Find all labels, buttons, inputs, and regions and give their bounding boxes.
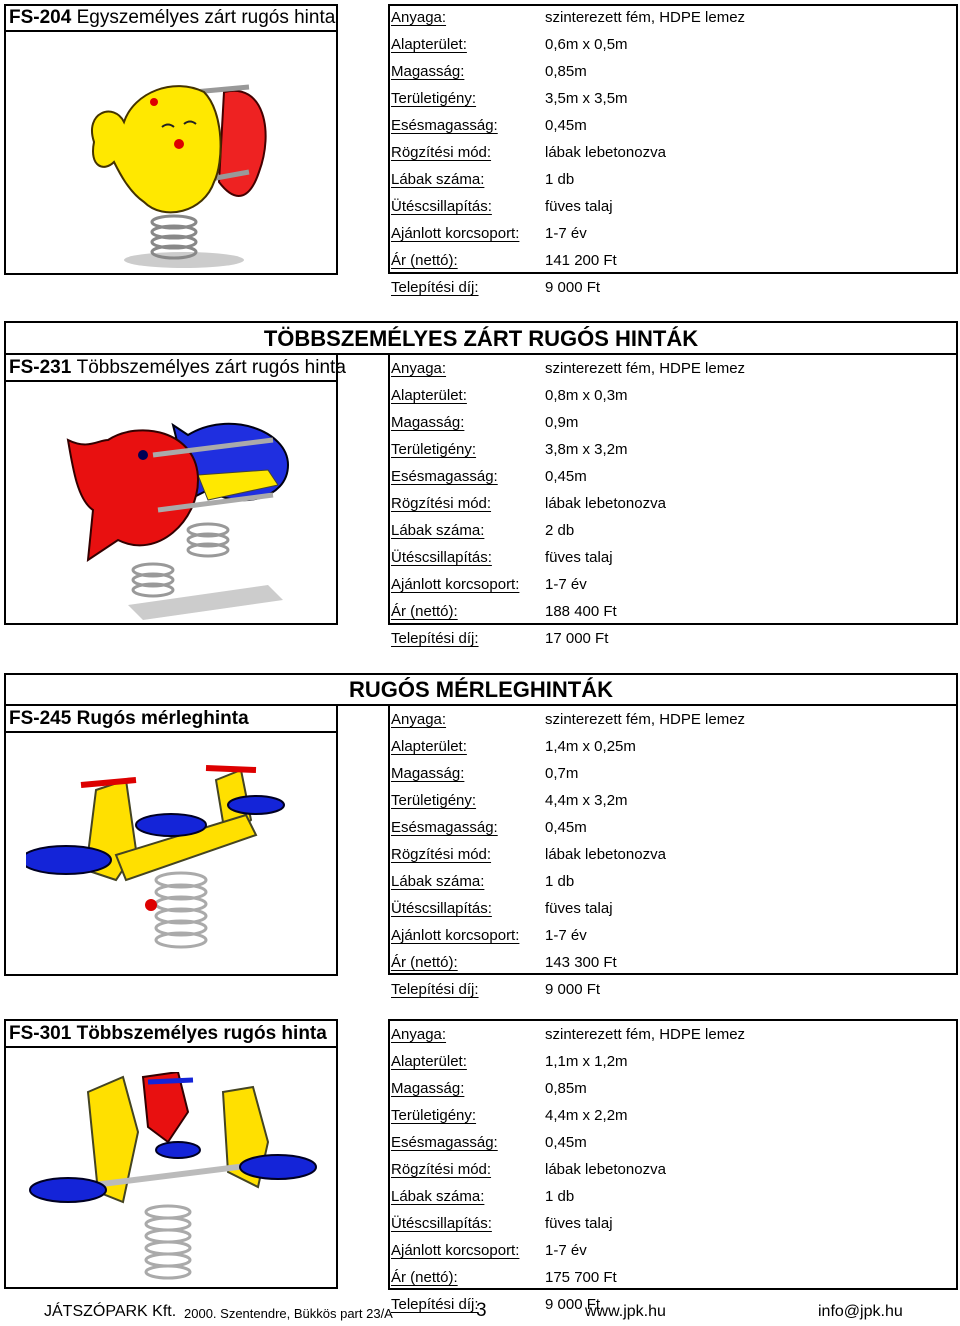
- spec-label: Rögzítési mód:: [391, 495, 492, 512]
- spec-label: Magasság:: [391, 765, 465, 782]
- spec-value: szinterezett fém, HDPE lemez: [545, 1026, 746, 1043]
- spec-value: 141 200 Ft: [545, 252, 617, 269]
- footer-website[interactable]: www.jpk.hu: [585, 1303, 666, 1320]
- product-title: FS-245 Rugós mérleghinta: [9, 708, 249, 729]
- spec-value: 1-7 év: [545, 225, 587, 242]
- multi-seat-spring-rider-image: [28, 1072, 318, 1287]
- spec-label: Ár (nettó):: [391, 603, 458, 620]
- spec-value: 1,1m x 1,2m: [545, 1053, 628, 1070]
- spec-value: 0,6m x 0,5m: [545, 36, 628, 53]
- spec-value: 9 000 Ft: [545, 279, 601, 296]
- spec-value: 0,85m: [545, 63, 587, 80]
- spec-label: Ajánlott korcsoport:: [391, 225, 520, 242]
- product-title: FS-231 Többszemélyes zárt rugós hinta: [9, 357, 346, 378]
- spec-value: 9 000 Ft: [545, 981, 601, 998]
- spec-label: Ütéscsillapítás:: [391, 1215, 492, 1232]
- spec-value: 0,8m x 0,3m: [545, 387, 628, 404]
- spec-value: szinterezett fém, HDPE lemez: [545, 360, 746, 377]
- spec-value: 0,9m: [545, 414, 579, 431]
- spec-label: Lábak száma:: [391, 1188, 485, 1205]
- product-title: FS-204 Egyszemélyes zárt rugós hinta: [9, 7, 336, 28]
- spec-label: Telepítési díj:: [391, 279, 479, 296]
- spec-value: 4,4m x 3,2m: [545, 792, 628, 809]
- spec-value: 1-7 év: [545, 576, 587, 593]
- spec-label: Alapterület:: [391, 36, 467, 53]
- spec-label: Magasság:: [391, 414, 465, 431]
- spec-label: Ajánlott korcsoport:: [391, 576, 520, 593]
- spec-label: Alapterület:: [391, 738, 467, 755]
- spec-list: [391, 706, 951, 1003]
- spec-label: Magasság:: [391, 63, 465, 80]
- spec-label: Ütéscsillapítás:: [391, 900, 492, 917]
- seal-spring-rider-image: [74, 72, 294, 272]
- spec-label: Magasság:: [391, 1080, 465, 1097]
- spec-value: 0,45m: [545, 117, 587, 134]
- spec-label: Telepítési díj:: [391, 981, 479, 998]
- spec-list: [391, 355, 951, 652]
- spec-label: Alapterület:: [391, 387, 467, 404]
- spec-value: lábak lebetonozva: [545, 144, 666, 161]
- section-title: TÖBBSZEMÉLYES ZÁRT RUGÓS HINTÁK: [263, 326, 699, 351]
- spec-value: 1,4m x 0,25m: [545, 738, 636, 755]
- spec-value: szinterezett fém, HDPE lemez: [545, 711, 746, 728]
- spec-label: Alapterület:: [391, 1053, 467, 1070]
- spec-label: Lábak száma:: [391, 522, 485, 539]
- spec-label: Rögzítési mód:: [391, 846, 492, 863]
- spec-value: füves talaj: [545, 198, 613, 215]
- footer-company: JÁTSZÓPARK Kft.: [44, 1303, 177, 1320]
- spec-label: Ütéscsillapítás:: [391, 549, 492, 566]
- spec-label: Ár (nettó):: [391, 954, 458, 971]
- spec-label: Anyaga:: [391, 711, 447, 728]
- spec-value: 0,7m: [545, 765, 579, 782]
- spec-label: Esésmagasság:: [391, 117, 498, 134]
- spec-value: 0,45m: [545, 1134, 587, 1151]
- page-footer: [0, 1300, 960, 1326]
- spec-label: Lábak száma:: [391, 171, 485, 188]
- spec-label: Ajánlott korcsoport:: [391, 1242, 520, 1259]
- spec-value: 17 000 Ft: [545, 630, 609, 647]
- spec-value: lábak lebetonozva: [545, 495, 666, 512]
- spec-value: 143 300 Ft: [545, 954, 617, 971]
- spec-value: 1 db: [545, 873, 575, 890]
- spec-label: Ár (nettó):: [391, 1269, 458, 1286]
- spec-value: lábak lebetonozva: [545, 1161, 666, 1178]
- spec-label: Területigény:: [391, 1107, 477, 1124]
- spec-label: Rögzítési mód:: [391, 1161, 492, 1178]
- spec-value: 1-7 év: [545, 1242, 587, 1259]
- spec-label: Esésmagasság:: [391, 819, 498, 836]
- section-title: RUGÓS MÉRLEGHINTÁK: [349, 677, 613, 702]
- seesaw-spring-rider-image: [26, 760, 296, 960]
- spec-value: füves talaj: [545, 1215, 613, 1232]
- spec-label: Területigény:: [391, 90, 477, 107]
- spec-value: 0,45m: [545, 819, 587, 836]
- spec-label: Területigény:: [391, 792, 477, 809]
- spec-value: 3,5m x 3,5m: [545, 90, 628, 107]
- spec-value: 4,4m x 2,2m: [545, 1107, 628, 1124]
- spec-label: Ár (nettó):: [391, 252, 458, 269]
- spec-label: Területigény:: [391, 441, 477, 458]
- spec-label: Anyaga:: [391, 360, 447, 377]
- footer-page-number: 3: [476, 1300, 487, 1321]
- spec-value: füves talaj: [545, 900, 613, 917]
- spec-label: Telepítési díj:: [391, 1296, 479, 1313]
- spec-value: 3,8m x 3,2m: [545, 441, 628, 458]
- spec-value: 175 700 Ft: [545, 1269, 617, 1286]
- spec-value: 2 db: [545, 522, 575, 539]
- spec-label: Ütéscsillapítás:: [391, 198, 492, 215]
- spec-list: [391, 4, 951, 301]
- spec-value: 0,85m: [545, 1080, 587, 1097]
- product-title: FS-301 Többszemélyes rugós hinta: [9, 1023, 327, 1044]
- spec-label: Ajánlott korcsoport:: [391, 927, 520, 944]
- spec-value: 9 000 Ft: [545, 1296, 601, 1313]
- spec-value: 0,45m: [545, 468, 587, 485]
- spec-label: Telepítési díj:: [391, 630, 479, 647]
- footer-email[interactable]: info@jpk.hu: [818, 1303, 903, 1320]
- spec-value: 188 400 Ft: [545, 603, 617, 620]
- spec-value: füves talaj: [545, 549, 613, 566]
- spec-label: Lábak száma:: [391, 873, 485, 890]
- spec-label: Anyaga:: [391, 9, 447, 26]
- footer-address: 2000. Szentendre, Bükkös part 23/A: [184, 1306, 393, 1321]
- spec-value: 1 db: [545, 1188, 575, 1205]
- fish-spring-rider-image: [48, 410, 308, 620]
- spec-label: Esésmagasság:: [391, 468, 498, 485]
- spec-value: lábak lebetonozva: [545, 846, 666, 863]
- spec-label: Esésmagasság:: [391, 1134, 498, 1151]
- spec-value: 1-7 év: [545, 927, 587, 944]
- spec-list: [391, 1021, 951, 1318]
- spec-label: Rögzítési mód:: [391, 144, 492, 161]
- spec-value: szinterezett fém, HDPE lemez: [545, 9, 746, 26]
- spec-label: Anyaga:: [391, 1026, 447, 1043]
- spec-value: 1 db: [545, 171, 575, 188]
